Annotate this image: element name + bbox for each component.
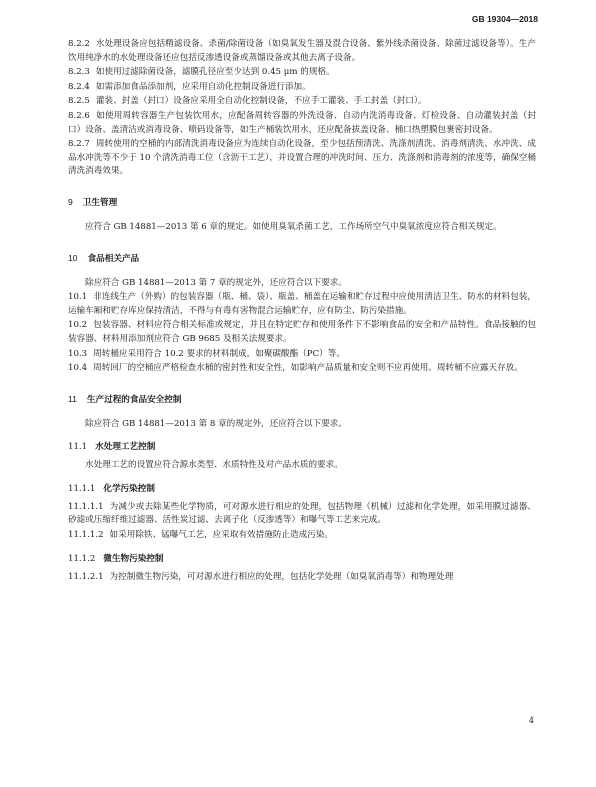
- clause-8-2-7: [68, 138, 536, 179]
- clause-number: 8.2.5: [68, 96, 90, 107]
- clause-text: 包装容器、材料应符合相关标准或规定，并且在特定贮存和使用条件下不影响食品的安全和产品特性。食品接触的包装容器、材料用添加剂应符合 GB 9685 及相关法规要求。: [68, 320, 536, 344]
- subsection-number: 11.1.2: [68, 553, 96, 564]
- section-number: 10: [68, 252, 78, 263]
- clause-8-2-6: [68, 110, 536, 137]
- clause-number: 10.1: [68, 292, 88, 303]
- clause-text: 如采用除铁、锰曝气工艺，应采取有效措施防止造成污染。: [109, 530, 333, 541]
- clause-number: 8.2.3: [68, 67, 90, 78]
- clause-number: 8.2.7: [68, 139, 90, 150]
- subsection-number: 11.1.1: [68, 483, 96, 494]
- clause-number: 10.3: [68, 348, 88, 359]
- clause-number: 11.1.2.1: [68, 571, 104, 582]
- subsection-number: 11.1: [68, 442, 88, 453]
- clause-text: 为控制微生物污染，可对源水进行相应的处理，包括化学处理（如臭氧消毒等）和物理处理: [109, 571, 454, 582]
- clause-10-3: [68, 348, 536, 362]
- clause-11-1-1-2: [68, 529, 536, 543]
- clause-10-4: [68, 362, 536, 376]
- subsection-heading-11-1-1: [68, 482, 536, 494]
- clause-number: 11.1.1.1: [68, 501, 104, 512]
- clause-10-1: [68, 291, 536, 318]
- section-title: 生产过程的食品安全控制: [86, 393, 182, 404]
- page-number: 4: [528, 716, 534, 725]
- clause-text: 为减少或去除某些化学物质，可对源水进行相应的处理，包括物理（机械）过滤和化学处理，如采用膜过滤器、砂滤或压缩纤维过滤器、活性炭过滤、去离子化（反渗透等）和曝气等工艺来完成。: [68, 501, 536, 526]
- section-number: 9: [68, 196, 73, 207]
- clause-10-body: 除应符合 GB 14881—2013 第 7 章的规定外，还应符合以下要求。: [85, 277, 347, 288]
- subsection-title: 水处理工艺控制: [95, 441, 156, 452]
- clause-8-2-2: [68, 38, 536, 65]
- clause-number: 8.2.4: [68, 81, 90, 92]
- clause-11-body: 除应符合 GB 14881—2013 第 8 章的规定外，还应符合以下要求。: [85, 418, 347, 429]
- section-heading-9: [68, 196, 536, 208]
- clause-text: 灌装、封盖（封口）设备应采用全自动化控制设备，不应手工灌装、手工封盖（封口）。: [95, 96, 427, 107]
- clause-text: 周转回厂的空桶应严格检查水桶的密封性和安全性，如影响产品质量和安全则不应再使用。周转桶不应露天存放。: [93, 363, 523, 374]
- clause-10-2: [68, 319, 536, 346]
- clause-number: 10.4: [68, 363, 88, 374]
- subsection-heading-11-1-2: [68, 552, 536, 564]
- clause-number: 11.1.1.2: [68, 530, 104, 541]
- clause-9-body: 应符合 GB 14881—2013 第 6 章的规定。如使用臭氧杀菌工艺，工作场所空气中臭氧浓度应符合相关规定。: [85, 221, 502, 232]
- section-number: 11: [68, 393, 77, 404]
- clause-number: 8.2.6: [68, 110, 90, 121]
- subsection-title: 化学污染控制: [103, 482, 155, 493]
- section-title: 食品相关产品: [87, 252, 140, 263]
- clause-11-1-2-1: [68, 571, 536, 585]
- clause-11-1-body: 水处理工艺的设置应符合源水类型、水质特性及对产品水质的要求。: [85, 460, 343, 471]
- section-heading-10: [68, 252, 536, 264]
- section-title: 卫生管理: [82, 196, 118, 207]
- clause-number: 10.2: [68, 320, 88, 331]
- clause-text: 水处理设备应包括精滤设备、杀菌/除菌设备（如臭氧发生器及混合设备、紫外线杀菌设备、除菌过滤设备等）。生产饮用纯净水的水处理设备还应包括反渗透设备或蒸馏设备或其他去离子设备。: [68, 39, 536, 63]
- subsection-heading-11-1: [68, 440, 536, 452]
- clause-11-1-1-1: [68, 501, 536, 528]
- clause-text: 如使用周转容器生产包装饮用水，应配备周转容器的外洗设备、自动内洗消毒设备、灯检设备、自动灌装封盖（封口）设备、盖清洁或消毒设备、喷码设备等，如生产桶装饮用水，还应配备拔盖设备、桶口热塑膜包裹密封设备。: [68, 110, 536, 135]
- clause-number: 8.2.2: [68, 39, 90, 49]
- subsection-title: 微生物污染控制: [103, 552, 164, 563]
- clause-8-2-4: [68, 81, 536, 95]
- page-body: [68, 38, 536, 585]
- clause-text: 非连线生产（外购）的包装容器（瓶、桶、袋）、瓶盖、桶盖在运输和贮存过程中应使用清洁卫生、防水的材料包装，运输车厢和贮存库应保持清洁，不得与有毒有害物混合运输贮存，应有防尘、防污染措施。: [68, 292, 536, 316]
- clause-text: 周转使用的空桶的内部清洗消毒设备应为连续自动化设备，至少包括预清洗、洗涤剂清洗、消毒剂清洗、水冲洗、成品水冲洗等不少于 10 个清洗消毒工位（含沥干工艺），并设置合理的冲洗时间、压力、洗涤剂和消毒剂的浓度等，确保空桶清洗消毒效果。: [68, 139, 536, 177]
- section-heading-11: [68, 393, 536, 405]
- standard-code: GB 19304—2018: [471, 14, 538, 24]
- clause-8-2-3: [68, 66, 536, 80]
- clause-text: 周转桶应采用符合 10.2 要求的材料制成，如聚碳酸酯（PC）等。: [93, 348, 345, 359]
- clause-8-2-5: [68, 95, 536, 109]
- clause-text: 如使用过滤除菌设备，滤膜孔径应至少达到 0.45 μm 的规格。: [95, 67, 335, 78]
- clause-text: 如需添加食品添加剂，应采用自动化控制设备进行添加。: [95, 81, 311, 92]
